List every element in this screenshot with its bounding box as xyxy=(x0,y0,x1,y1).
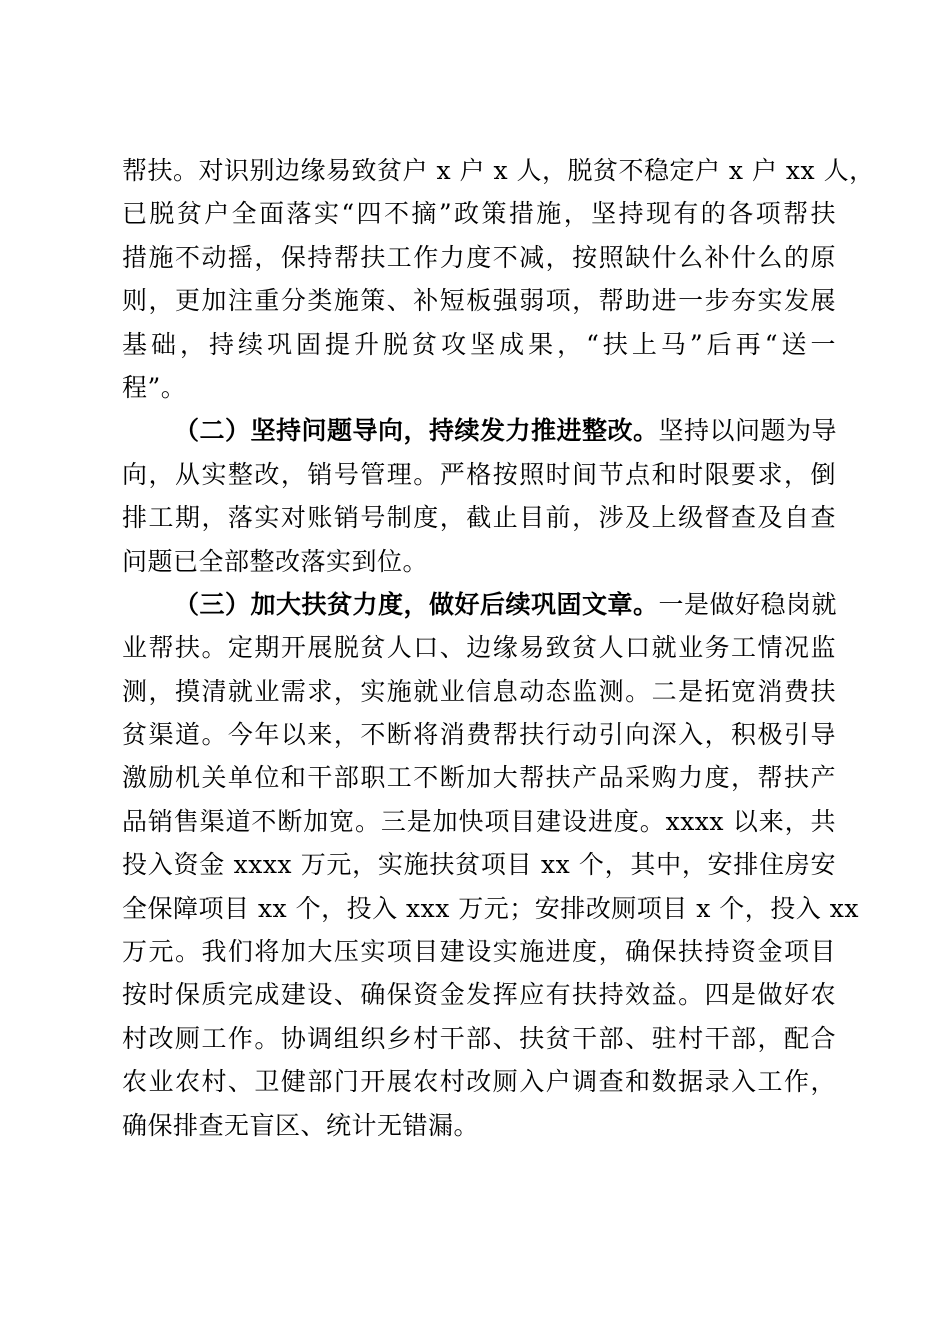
line-text: 排工期，落实对账销号制度，截止目前，涉及上级督查及自查 xyxy=(122,503,836,533)
text-line xyxy=(122,973,836,1016)
line-text: 激励机关单位和干部职工不断加大帮扶产品采购力度，帮扶产 xyxy=(122,763,836,793)
text-line xyxy=(122,670,836,713)
line-text: 全保障项目 xx 个，投入 xxx 万元；安排改厕项目 x 个，投入 xx xyxy=(122,893,859,923)
text-line xyxy=(122,409,836,452)
text-line xyxy=(122,583,836,626)
text-line xyxy=(122,1104,836,1147)
text-line xyxy=(122,887,859,930)
line-text: 村改厕工作。协调组织乡村干部、扶贫干部、驻村干部，配合 xyxy=(122,1023,836,1053)
text-line xyxy=(122,713,836,756)
line-text: 已脱贫户全面落实“四不摘”政策措施，坚持现有的各项帮扶 xyxy=(122,199,836,229)
line-text: 一是做好稳岗就 xyxy=(658,589,838,619)
text-line xyxy=(122,323,836,366)
text-line xyxy=(122,1017,836,1060)
line-text: 投入资金 xxxx 万元，实施扶贫项目 xx 个，其中，安排住房安 xyxy=(122,850,836,880)
section-heading: （三）加大扶贫力度，做好后续巩固文章。 xyxy=(174,589,659,619)
document-body xyxy=(122,149,875,1147)
line-text: 贫渠道。今年以来，不断将消费帮扶行动引向深入，积极引导 xyxy=(122,720,836,750)
text-line xyxy=(122,843,836,886)
text-line xyxy=(122,236,836,279)
line-text: 程”。 xyxy=(122,372,187,402)
line-text: 措施不动摇，保持帮扶工作力度不减，按照缺什么补什么的原 xyxy=(122,242,836,272)
line-text: 万元。我们将加大压实项目建设实施进度，确保扶持资金项目 xyxy=(122,937,836,967)
line-text: 问题已全部整改落实到位。 xyxy=(122,546,429,576)
text-line xyxy=(122,279,836,322)
text-line xyxy=(122,540,836,583)
text-line xyxy=(122,366,836,409)
line-text: 坚持以问题为导 xyxy=(658,416,838,446)
text-line xyxy=(122,930,836,973)
text-line xyxy=(122,626,836,669)
text-line xyxy=(122,756,836,799)
line-text: 品销售渠道不断加宽。三是加快项目建设进度。xxxx 以来，共 xyxy=(122,806,836,836)
line-text: 测，摸清就业需求，实施就业信息动态监测。二是拓宽消费扶 xyxy=(122,676,836,706)
section-heading: （二）坚持问题导向，持续发力推进整改。 xyxy=(174,416,659,446)
line-text: 帮扶。对识别边缘易致贫户 x 户 x 人，脱贫不稳定户 x 户 xx 人， xyxy=(122,156,875,185)
text-line xyxy=(122,496,836,539)
line-text: 向，从实整改，销号管理。严格按照时间节点和时限要求，倒 xyxy=(122,459,836,489)
text-line xyxy=(122,149,875,192)
line-text: 基础，持续巩固提升脱贫攻坚成果，“扶上马”后再“送一 xyxy=(122,329,836,359)
text-line xyxy=(122,800,836,843)
line-text: 则，更加注重分类施策、补短板强弱项，帮助进一步夯实发展 xyxy=(122,286,836,316)
line-text: 农业农村、卫健部门开展农村改厕入户调查和数据录入工作， xyxy=(122,1067,836,1097)
line-text: 确保排查无盲区、统计无错漏。 xyxy=(122,1110,480,1140)
line-text: 按时保质完成建设、确保资金发挥应有扶持效益。四是做好农 xyxy=(122,980,836,1010)
line-text: 业帮扶。定期开展脱贫人口、边缘易致贫人口就业务工情况监 xyxy=(122,633,836,663)
text-line xyxy=(122,1060,836,1103)
text-line xyxy=(122,453,836,496)
text-line xyxy=(122,192,836,235)
